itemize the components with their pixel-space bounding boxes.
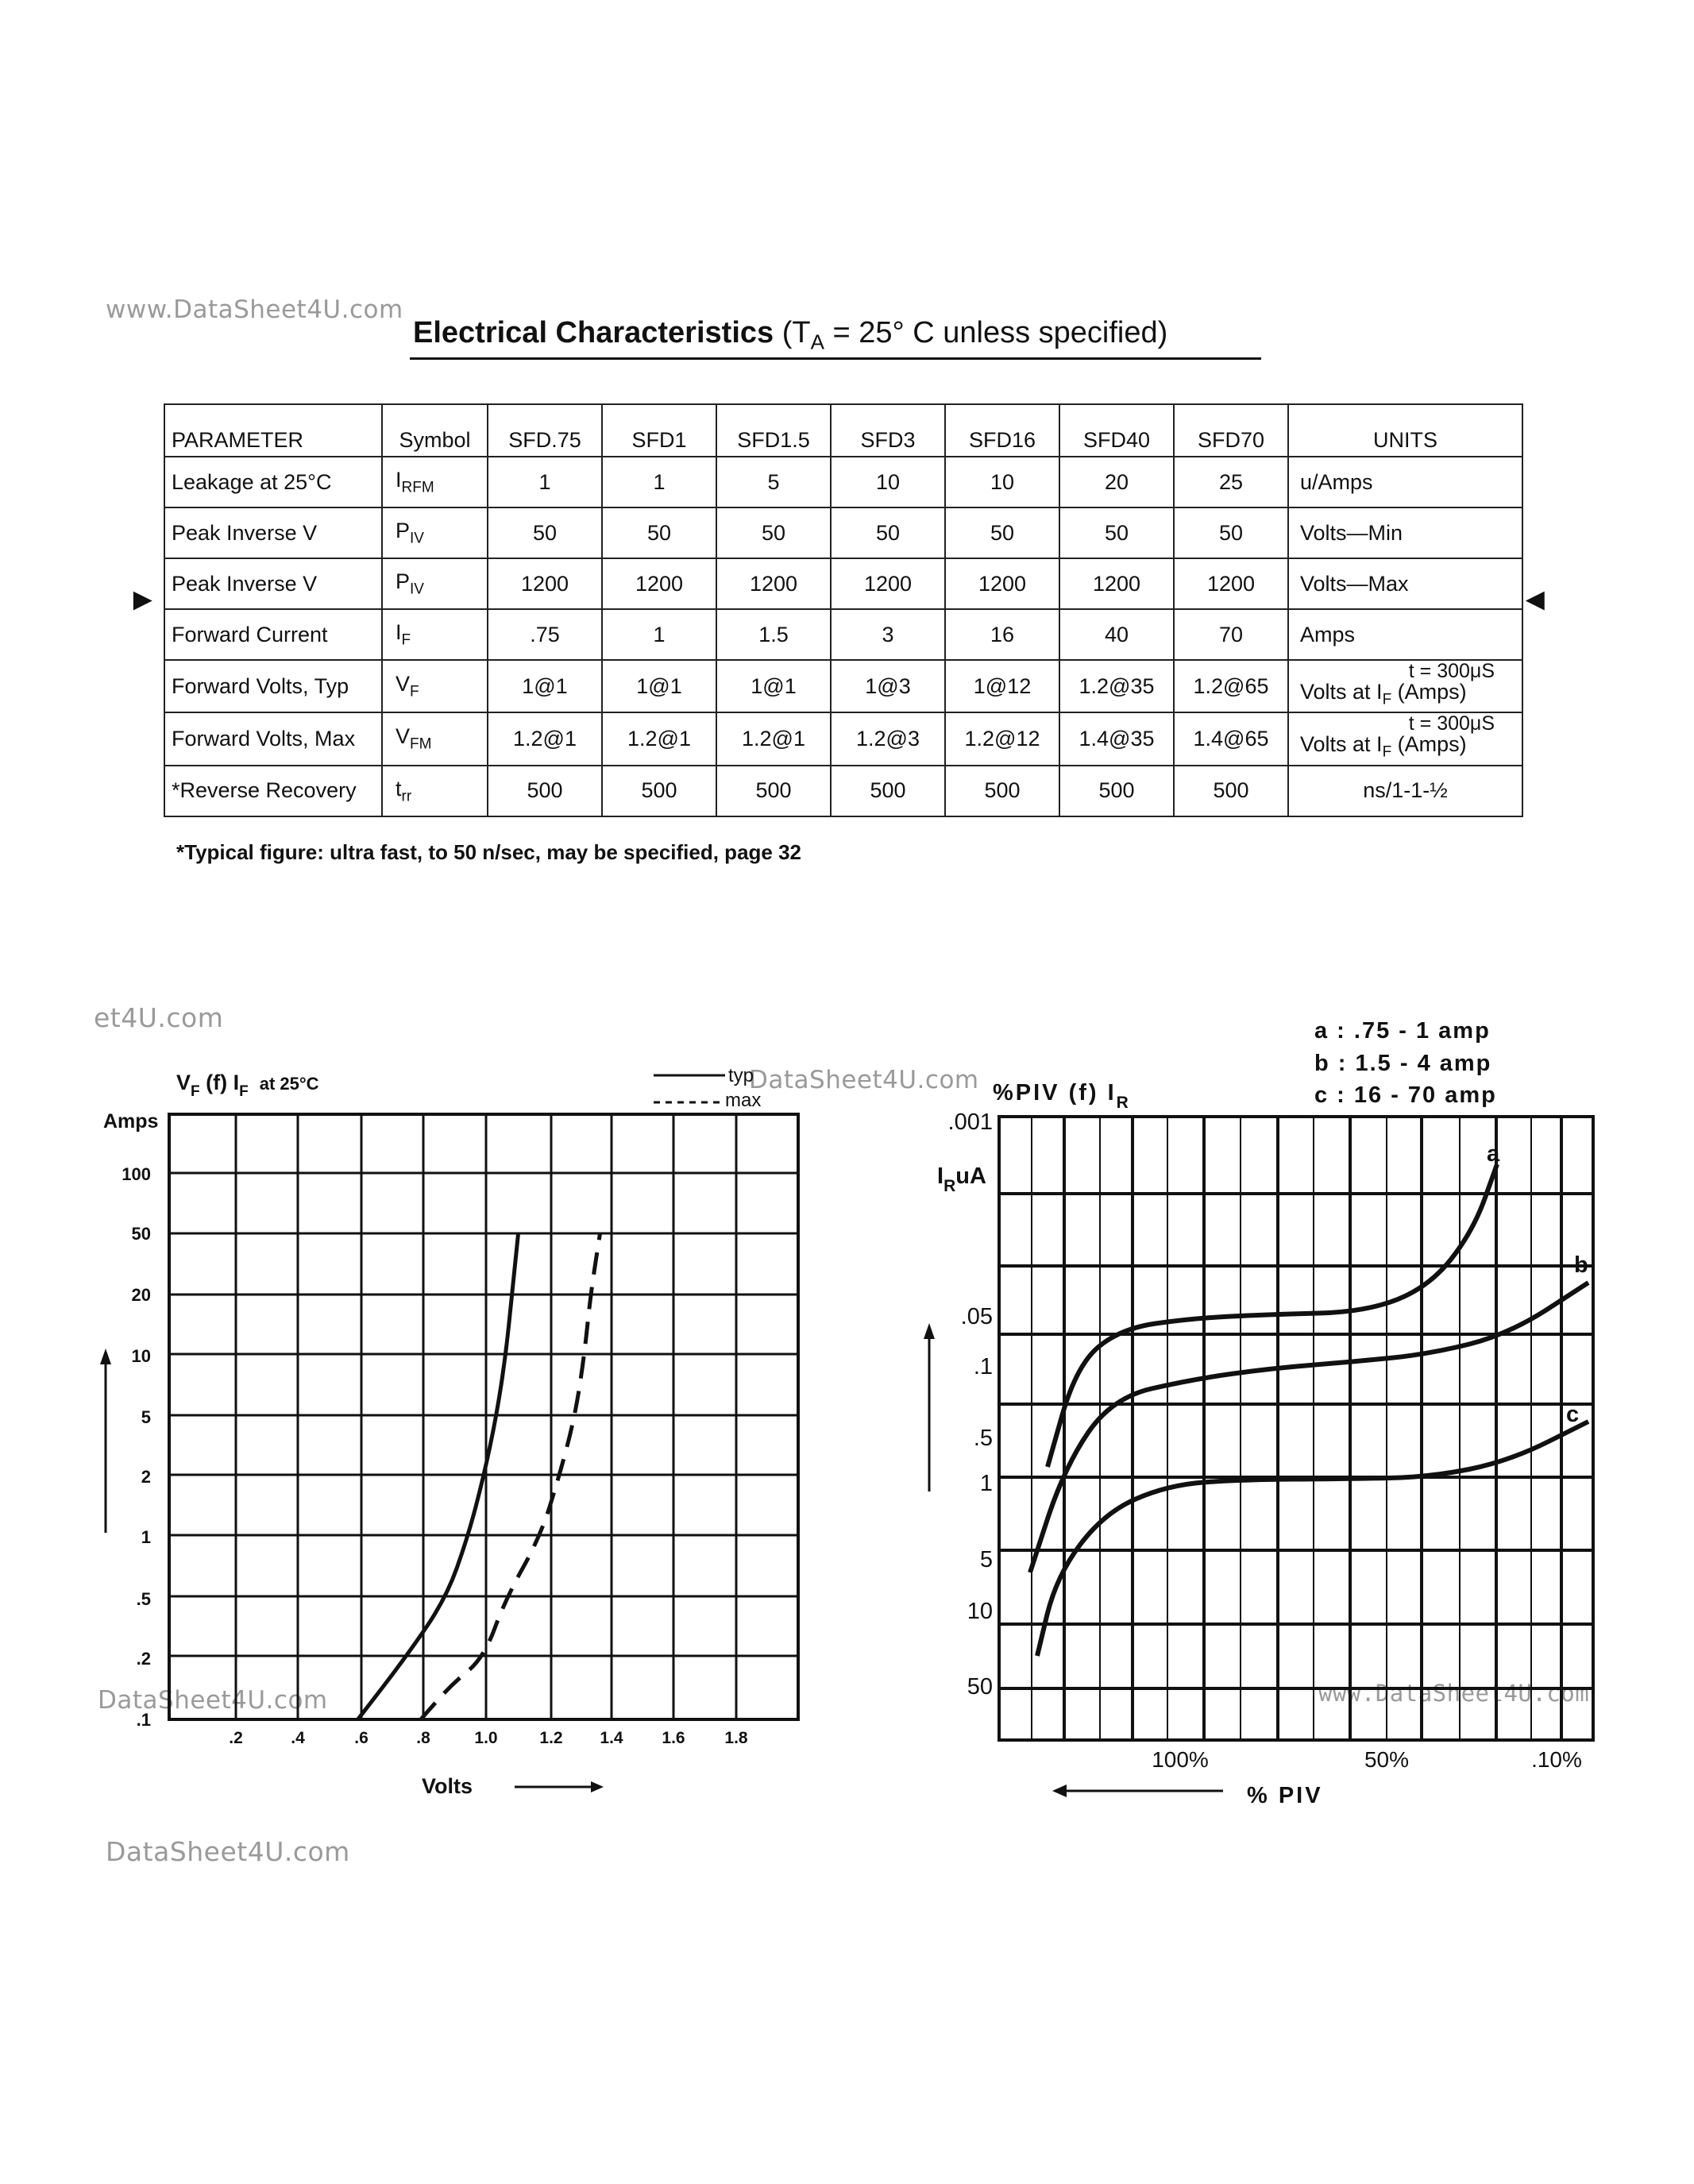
value-cell: 16 [945,609,1059,660]
parameter-cell: Forward Current [164,609,382,660]
right-chart-x-ticks [1152,1747,1582,1772]
y-tick-label: 5 [141,1407,151,1427]
value-cell: 1 [602,457,716,507]
x-tick-label: 1.6 [662,1729,685,1747]
x-tick-label: 1.0 [474,1729,498,1747]
series-label-a: a [1487,1141,1500,1167]
value-cell: 1.2@1 [716,712,831,765]
value-cell: 1.5 [716,609,831,660]
left-chart-grid [169,1114,798,1719]
watermark-chart-right: www.DataSheet4U.com [1318,1680,1590,1707]
left-chart-xlabel: Volts [422,1774,473,1798]
legend-max-label: max [725,1090,762,1111]
left-chart-title: $V_F$ (f) $I_F$ $^{at 25^\circ C}$ [176,1071,319,1100]
row-marker-right: ◄ [1519,582,1551,617]
column-header: SFD70 [1174,404,1288,457]
row-marker-left: ► [127,582,159,617]
symbol-subscript: RFM [401,479,434,496]
value-cell: 1200 [1059,558,1174,609]
y-tick-label: .5 [136,1589,151,1609]
symbol-subscript: IV [410,581,424,598]
value-cell: 500 [1059,766,1174,816]
value-cell: 50 [945,507,1059,558]
y-tick-label: 2 [141,1467,151,1487]
symbol-subscript: rr [401,787,412,805]
value-cell: 500 [1174,766,1288,816]
value-cell: 500 [716,766,831,816]
watermark-bottom: DataSheet4U.com [106,1836,350,1867]
value-cell: 1200 [945,558,1059,609]
symbol-subscript: F [401,631,411,649]
right-chart-xlabel: % PIV [1247,1783,1323,1808]
value-cell: 500 [488,766,602,816]
value-cell: 1 [488,457,602,507]
value-cell: 1.4@35 [1059,712,1174,765]
value-cell: 20 [1059,457,1174,507]
value-cell: 1.2@65 [1174,660,1288,712]
value-cell: 10 [831,457,945,507]
x-tick-label: 1.8 [724,1729,748,1747]
y-tick-label: 10 [967,1599,993,1624]
column-header: SFD40 [1059,404,1174,457]
title-main: Electrical Characteristics [413,316,774,349]
units-after: (Amps) [1391,732,1467,757]
value-cell: 500 [945,766,1059,816]
legend-typ-label: typ [728,1065,754,1086]
symbol-main: P [396,569,411,593]
column-header: UNITS [1288,404,1522,457]
right-chart-ylabel: $I_RuA$ [937,1163,986,1195]
series-typ-curve [358,1233,519,1719]
y-tick-label: 10 [131,1346,151,1366]
watermark-chart-left: DataSheet4U.com [98,1686,328,1715]
y-tick-label: .05 [960,1304,993,1329]
units-condition: t = 300μS [1408,660,1495,682]
x-tick-label: 50% [1364,1747,1410,1772]
y-tick-label: 50 [967,1674,993,1700]
parameter-cell: *Reverse Recovery [164,766,382,816]
x-tick-label: .4 [291,1729,305,1747]
value-cell: 1 [602,609,716,660]
left-chart-y-arrow [100,1349,111,1533]
units-cell: ns/1-1-½ [1288,766,1522,816]
units-condition: t = 300μS [1408,712,1495,735]
right-chart-x-arrow [1052,1785,1223,1797]
symbol-subscript: F [410,683,419,700]
value-cell: 1200 [602,558,716,609]
column-header: SFD.75 [488,404,602,457]
title-cond-open: (T [781,316,811,349]
parameter-cell: Peak Inverse V [164,507,382,558]
right-chart-legend [1314,1018,1497,1108]
left-chart-y-ticks [122,1164,151,1730]
series-label-b: b [1574,1252,1588,1278]
y-tick-label: 100 [122,1164,151,1184]
column-header: SFD16 [945,404,1059,457]
value-cell: 1.2@1 [488,712,602,765]
right-chart-curves [1030,1141,1588,1656]
y-tick-label: 20 [131,1285,151,1305]
parameter-cell: Forward Volts, Typ [164,660,382,712]
y-tick-label: 5 [979,1547,993,1572]
value-cell: 5 [716,457,831,507]
legend-entry: c : 16 - 70 amp [1314,1082,1497,1108]
x-tick-label: .8 [416,1729,430,1747]
watermark-top: www.DataSheet4U.com [106,295,403,324]
value-cell: 3 [831,609,945,660]
value-cell: 50 [1174,507,1288,558]
value-cell: 50 [602,507,716,558]
symbol-main: V [396,724,411,749]
value-cell: 1.4@65 [1174,712,1288,765]
title-cond-rest: = 25° C unless specified) [824,316,1168,349]
watermark-mid: DataSheet4U.com [749,1066,979,1094]
symbol-main: P [396,518,411,542]
units-cell: Amps [1288,609,1522,660]
left-chart-x-ticks [229,1729,748,1747]
value-cell: 1200 [831,558,945,609]
units-subscript: F [1382,691,1392,708]
left-chart-legend [654,1065,761,1111]
value-cell: 1@1 [602,660,716,712]
parameter-cell: Peak Inverse V [164,558,382,609]
value-cell: 1.2@12 [945,712,1059,765]
column-header: Symbol [382,404,488,457]
parameter-cell: Leakage at 25°C [164,457,382,507]
symbol-main: V [396,672,411,696]
y-tick-label: .1 [973,1354,993,1379]
units-cell: Volts—Min [1288,507,1522,558]
x-tick-label: 1.2 [539,1729,563,1747]
right-chart-y-ticks [948,1109,993,1700]
y-tick-label: .5 [973,1426,993,1451]
value-cell: 500 [602,766,716,816]
y-tick-label: .001 [947,1109,993,1135]
y-tick-label: 50 [131,1224,151,1244]
column-header: PARAMETER [164,404,382,457]
value-cell: 50 [716,507,831,558]
parameter-cell: Forward Volts, Max [164,712,382,765]
value-cell: 1@12 [945,660,1059,712]
value-cell: 10 [945,457,1059,507]
symbol-subscript: IV [410,530,424,547]
x-tick-label: .6 [354,1729,369,1747]
title-cond-sub: A [810,330,824,354]
legend-entry: a : .75 - 1 amp [1314,1018,1491,1044]
x-tick-label: 100% [1152,1747,1209,1772]
reverse-leakage-chart [924,1018,1593,1808]
symbol-main: I [396,619,402,644]
value-cell: 1200 [716,558,831,609]
value-cell: 1@1 [716,660,831,712]
column-header: SFD1 [602,404,716,457]
symbol-subscript: FM [410,735,432,753]
y-tick-label: 1 [979,1471,993,1496]
x-tick-label: .2 [229,1729,243,1747]
value-cell: 70 [1174,609,1288,660]
value-cell: 1200 [1174,558,1288,609]
right-chart-y-arrow [924,1323,935,1491]
y-tick-label: 1 [141,1527,151,1547]
units-subscript: F [1382,743,1392,761]
series-label-c: c [1566,1402,1580,1427]
value-cell: 500 [831,766,945,816]
value-cell: 1@3 [831,660,945,712]
symbol-main: I [396,467,402,492]
forward-voltage-chart [100,1065,798,1798]
column-header: SFD1.5 [716,404,831,457]
value-cell: 50 [1059,507,1174,558]
units-cell: Volts—Max [1288,558,1522,609]
footnote: *Typical figure: ultra fast, to 50 n/sec, may be specified, page 32 [176,840,802,864]
legend-entry: b : 1.5 - 4 amp [1314,1051,1492,1076]
value-cell: 40 [1059,609,1174,660]
series-curve-a [1048,1164,1497,1467]
right-chart-title: %PIV (f) $I_R$ [993,1080,1131,1112]
value-cell: 50 [488,507,602,558]
column-header: SFD3 [831,404,945,457]
y-tick-label: .2 [136,1649,151,1669]
units-cell: u/Amps [1288,457,1522,507]
left-chart-x-arrow [515,1781,604,1792]
units-after: (Amps) [1391,680,1467,704]
value-cell: .75 [488,609,602,660]
value-cell: 1@1 [488,660,602,712]
left-chart-ylabel: Amps [103,1110,159,1133]
value-cell: 1200 [488,558,602,609]
y-tick-label: .1 [136,1710,151,1730]
value-cell: 25 [1174,457,1288,507]
value-cell: 1.2@35 [1059,660,1174,712]
series-curve-b [1030,1283,1588,1572]
value-cell: 1.2@3 [831,712,945,765]
units-main: Volts at I [1300,680,1383,704]
units-main: Volts at I [1300,732,1383,757]
value-cell: 50 [831,507,945,558]
left-chart-frame [169,1114,798,1719]
x-tick-label: .10% [1531,1747,1582,1772]
x-tick-label: 1.4 [600,1729,623,1747]
symbol-main: t [396,776,402,801]
watermark-left-mid: et4U.com [94,1002,224,1033]
value-cell: 1.2@1 [602,712,716,765]
